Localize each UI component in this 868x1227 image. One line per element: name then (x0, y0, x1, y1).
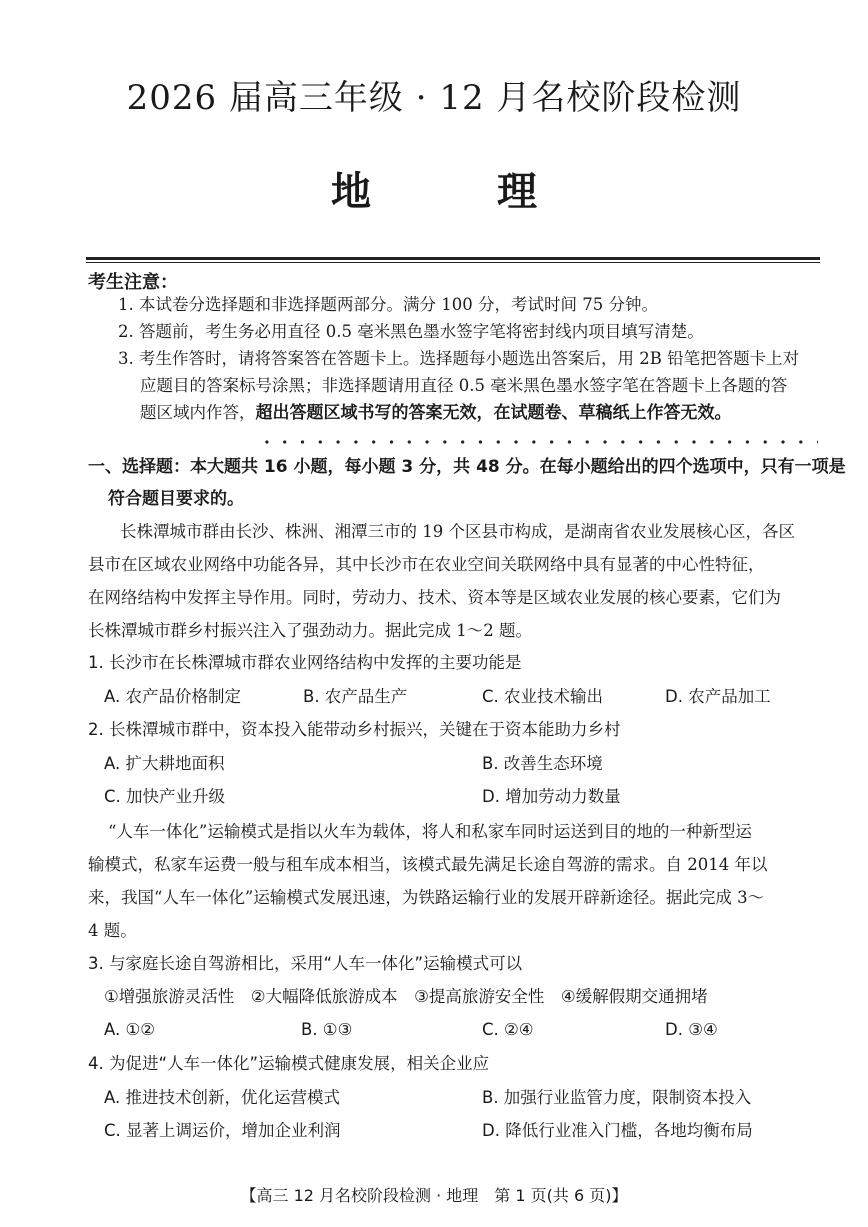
notice-item-2: 2. 答题前，考生务必用直径 0.5 毫米黑色墨水签字笔将密封线内项目填写清楚。 (118, 322, 704, 341)
passage-1-line-2: 县市在区域农业网络中功能各异，其中长沙市在农业空间关联网络中具有显著的中心性特征， (88, 555, 765, 574)
passage-2-line-3: 来，我国“人车一体化”运输模式发展迅速，为铁路运输行业的发展开辟新途径。据此完成 3～ (88, 888, 765, 907)
notice-item-3-end (140, 399, 732, 427)
question-3-option-b: B. ①③ (301, 1020, 353, 1039)
section-heading-cont: 符合题目要求的。 (108, 489, 244, 509)
question-2-option-c: C. 加快产业升级 (104, 787, 226, 806)
passage-1-line-4: 长株潭城市群乡村振兴注入了强劲动力。据此完成 1～2 题。 (88, 621, 532, 640)
exam-title: 2026 届高三年级 · 12 月名校阶段检测 (126, 78, 742, 118)
notice-item-3-cont: 应题目的答案标号涂黑；非选择题请用直径 0.5 毫米黑色墨水签字笔在答题卡上各题的答 (140, 376, 788, 395)
question-4-option-c: C. 显著上调运价，增加企业利润 (104, 1121, 341, 1140)
notice-emphasis: 超出答题区域书写的答案无效，在试题卷、草稿纸上作答无效。 (255, 403, 732, 423)
question-2-option-a: A. 扩大耕地面积 (104, 754, 225, 773)
emphasis-dots (258, 440, 818, 444)
subject-title: 地 理 (331, 168, 593, 215)
question-4-option-d: D. 降低行业准入门槛，各地均衡布局 (482, 1121, 753, 1140)
notice-heading: 考生注意： (88, 272, 178, 293)
question-3-option-c: C. ②④ (482, 1020, 534, 1039)
divider-thin (86, 262, 820, 263)
question-2-stem: 2. 长株潭城市群中，资本投入能带动乡村振兴，关键在于资本能助力乡村 (88, 720, 621, 739)
question-2-option-d: D. 增加劳动力数量 (482, 787, 621, 806)
question-1-option-b: B. 农产品生产 (303, 687, 408, 706)
passage-2-line-2: 输模式，私家车运费一般与租车成本相当，该模式最先满足长途自驾游的需求。自 2014 年以 (88, 855, 768, 874)
question-3-option-d: D. ③④ (665, 1020, 718, 1039)
question-1-stem: 1. 长沙市在长株潭城市群农业网络结构中发挥的主要功能是 (88, 653, 522, 672)
question-3-stem: 3. 与家庭长途自驾游相比，采用“人车一体化”运输模式可以 (88, 954, 523, 973)
question-1-option-c: C. 农业技术输出 (482, 687, 604, 706)
question-2-option-b: B. 改善生态环境 (482, 754, 603, 773)
passage-1-line-3: 在网络结构中发挥主导作用。同时，劳动力、技术、资本等是区域农业发展的核心要素，它们为 (88, 588, 781, 607)
notice-item-1: 1. 本试卷分选择题和非选择题两部分。满分 100 分，考试时间 75 分钟。 (118, 295, 658, 314)
question-4-stem: 4. 为促进“人车一体化”运输模式健康发展，相关企业应 (88, 1054, 490, 1073)
page-footer: 【高三 12 月名校阶段检测 · 地理 第 1 页(共 6 页)】 (240, 1186, 628, 1205)
question-3-option-a: A. ①② (104, 1020, 156, 1039)
passage-2-line-1: “人车一体化”运输模式是指以火车为载体，将人和私家车同时运送到目的地的一种新型运 (108, 822, 752, 841)
passage-2-line-4: 4 题。 (88, 921, 137, 940)
question-3-choices: ①增强旅游灵活性 ②大幅降低旅游成本 ③提高旅游安全性 ④缓解假期交通拥堵 (104, 987, 708, 1006)
notice-item-3-end-plain: 题区域内作答， (140, 403, 256, 422)
notice-item-3: 3. 考生作答时，请将答案答在答题卡上。选择题每小题选出答案后，用 2B 铅笔把答题卡上对 (118, 349, 800, 368)
divider-thick (86, 257, 820, 260)
section-heading: 一、选择题：本大题共 16 小题，每小题 3 分，共 48 分。在每小题给出的四个选项中，只有一项是 (88, 457, 846, 477)
passage-1-line-1: 长株潭城市群由长沙、株洲、湘潭三市的 19 个区县市构成，是湖南省农业发展核心区，各区 (120, 522, 795, 541)
question-4-option-a: A. 推进技术创新，优化运营模式 (104, 1088, 340, 1107)
question-1-option-a: A. 农产品价格制定 (104, 687, 241, 706)
question-4-option-b: B. 加强行业监管力度，限制资本投入 (482, 1088, 752, 1107)
question-1-option-d: D. 农产品加工 (665, 687, 771, 706)
